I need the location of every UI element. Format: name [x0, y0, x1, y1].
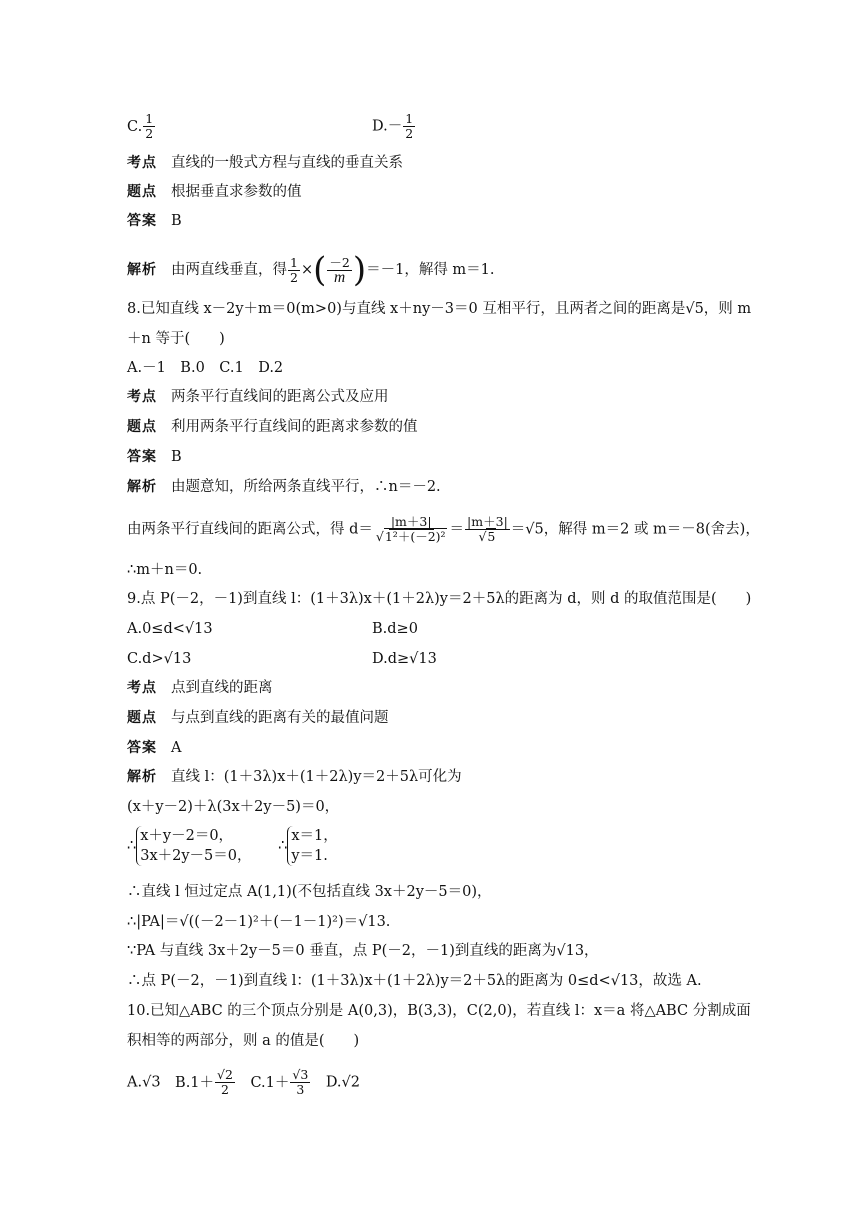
q7-kaodian: 考点 直线的一般式方程与直线的垂直关系 [127, 155, 403, 171]
q10-option-a: A.√3 [127, 1074, 161, 1091]
q10-option-b: B.1＋ $\frac{√2}{2}$ [175, 1067, 233, 1097]
q7-option-c: C. $\frac{1}{2}$ [127, 111, 154, 141]
q9-system-1: x＋y－2＝0， 3x＋2y－5＝0， [136, 826, 251, 866]
q8-options: A.－1 B.0 C.1 D.2 [127, 360, 284, 376]
q9-answer: 答案 A [127, 740, 182, 756]
q9-kaodian: 考点 点到直线的距离 [127, 680, 273, 696]
q9-stem: 9.点 P(－2，－1)到直线 l：(1＋3λ)x＋(1＋2λ)y＝2＋5λ的距离为 d，则 d 的取值范围是( ) [127, 591, 752, 607]
q7-tidian: 题点 根据垂直求参数的值 [127, 184, 302, 200]
q8-solution-line2: 由两条平行直线间的距离公式，得 d＝ $\frac{|m+3|}{\text{√1²＋(－2)²}}$ ＝ $\frac{|m+3|}{√5}$ ＝√5，解得 m＝2 或 m＝－8(舍去)， [127, 514, 760, 544]
q10-option-d: D.√2 [325, 1074, 360, 1091]
q8-solution-line3: ∴m＋n＝0. [127, 562, 203, 578]
q9-solution-line7: ∴点 P(－2，－1)到直线 l：(1＋3λ)x＋(1＋2λ)y＝2＋5λ的距离为 0≤d<√13，故选 A. [127, 973, 702, 989]
q10-stem-line2: 积相等的两部分，则 a 的值是( ) [127, 1033, 360, 1049]
q9-solution-line5: ∴|PA|＝√((－2－1)²＋(－1－1)²)＝√13. [127, 914, 391, 930]
q7-option-d: D.－ $\frac{1}{2}$ [372, 111, 414, 141]
q9-solution-line4: ∴直线 l 恒过定点 A(1,1)(不包括直线 3x＋2y－5＝0)， [127, 884, 492, 900]
q10-options [127, 1068, 360, 1097]
q8-solution-line1: 解析 由题意知，所给两条直线平行，∴n＝－2. [127, 479, 441, 495]
q9-option-d: D.d≥√13 [372, 651, 437, 667]
q9-option-b: B.d≥0 [372, 621, 418, 637]
q8-stem-line2: ＋n 等于( ) [127, 331, 225, 347]
q9-options-row1 [127, 619, 418, 639]
q8-answer: 答案 B [127, 449, 182, 465]
q9-options-row2 [127, 649, 437, 669]
q9-tidian: 题点 与点到直线的距离有关的最值问题 [127, 710, 389, 726]
q7-solution: 解析 由两直线垂直，得 $\frac{1}{2}$ × ( $\frac{-2}{m}$ ) ＝－1，解得 m＝1. [127, 250, 495, 290]
q10-stem-line1: 10.已知△ABC 的三个顶点分别是 A(0,3)，B(3,3)，C(2,0)，若直线 l：x＝a 将△ABC 分割成面 [127, 1003, 751, 1019]
q9-solution-line6: ∵PA 与直线 3x＋2y－5＝0 垂直，点 P(－2，－1)到直线的距离为√13， [127, 943, 599, 959]
q9-option-a: A.0≤d<√13 [127, 621, 213, 637]
q7-options-row [127, 111, 414, 141]
q9-solution-line1: 解析 直线 l：(1＋3λ)x＋(1＋2λ)y＝2＋5λ可化为 [127, 769, 462, 785]
q9-solution-systems: ∴ x＋y－2＝0， 3x＋2y－5＝0， ∴ x＝1， y＝1. [127, 828, 338, 864]
q7-answer: 答案 B [127, 213, 182, 229]
q8-kaodian: 考点 两条平行直线间的距离公式及应用 [127, 389, 389, 405]
q9-system-2: x＝1， y＝1. [287, 826, 337, 866]
q9-option-c: C.d>√13 [127, 651, 192, 667]
q10-option-c: C.1＋ $\frac{√3}{3}$ [250, 1067, 309, 1097]
q8-tidian: 题点 利用两条平行直线间的距离求参数的值 [127, 419, 418, 435]
q9-solution-line2: (x＋y－2)＋λ(3x＋2y－5)＝0， [127, 799, 340, 815]
q8-stem-line1: 8.已知直线 x－2y＋m＝0(m>0)与直线 x＋ny－3＝0 互相平行，且两者之间的距离是√5，则 m [127, 301, 752, 317]
